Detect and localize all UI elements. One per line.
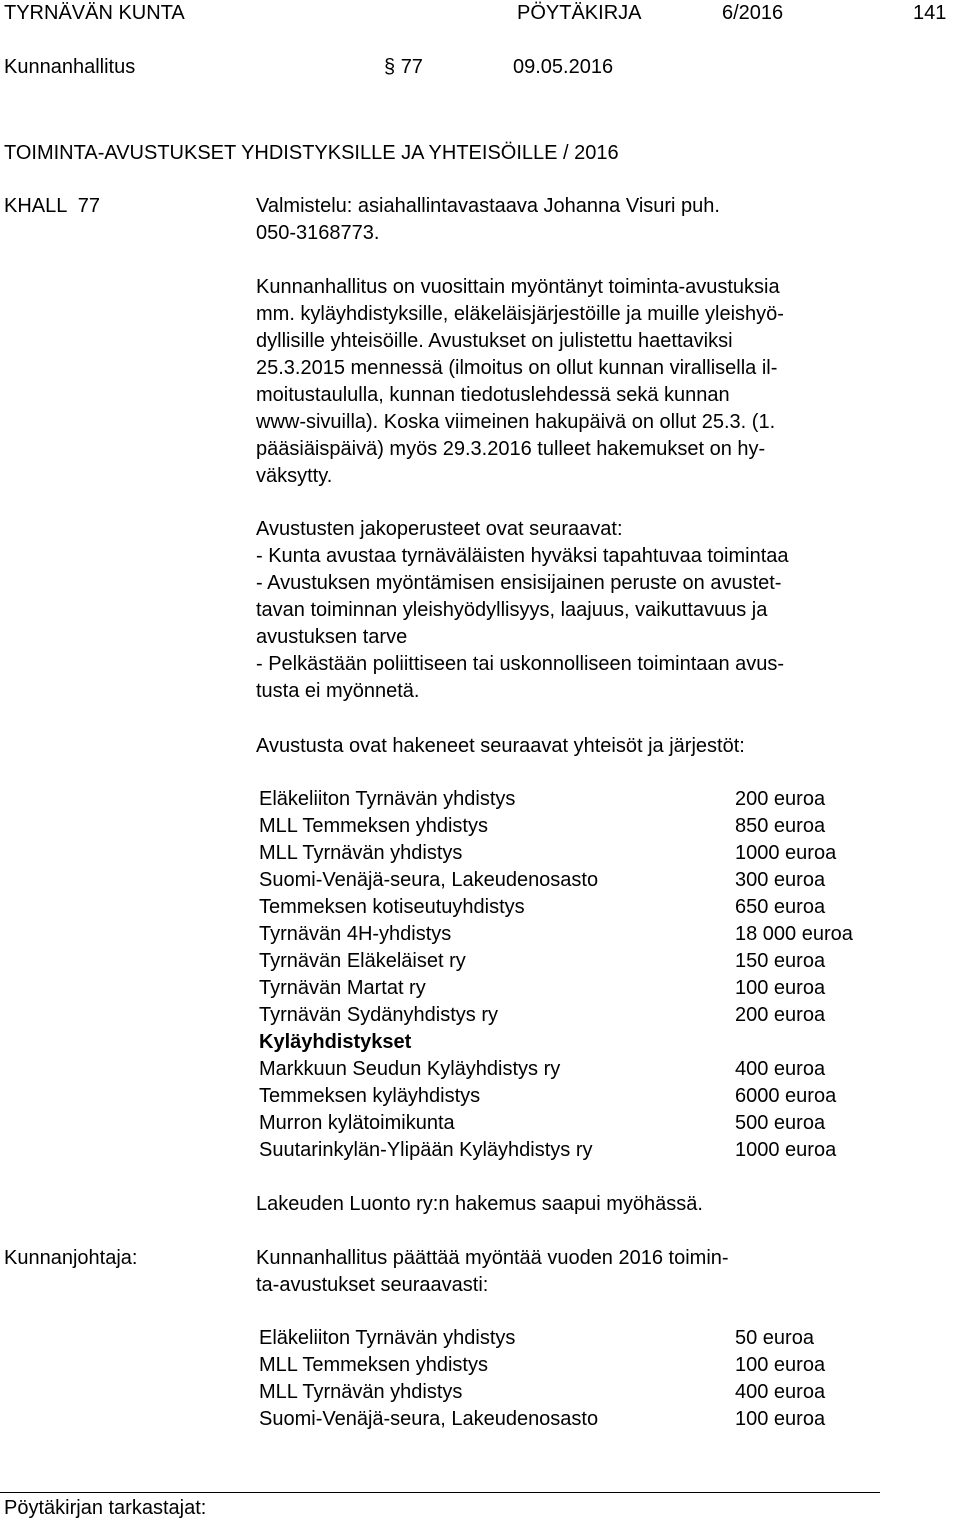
- applicant-name: MLL Temmeksen yhdistys: [259, 815, 488, 837]
- criteria-line: - Pelkästään poliittiseen tai uskonnolliseen toimintaan avus-: [256, 653, 785, 675]
- preparation-line: 050-3168773.: [256, 222, 380, 244]
- intro-line: mm. kyläyhdistyksille, eläkeläisjärjestöille ja muille yleishyö-: [256, 303, 784, 325]
- intro-line: moitustaululla, kunnan tiedotuslehdessä sekä kunnan: [256, 384, 730, 406]
- applicant-name: MLL Tyrnävän yhdistys: [259, 842, 463, 864]
- applicant-amount: 400 euroa: [735, 1058, 826, 1080]
- proposal-line: Kunnanhallitus päättää myöntää vuoden 2016 toimin-: [256, 1247, 729, 1269]
- intro-line: 25.3.2015 mennessä (ilmoitus on ollut kunnan virallisella il-: [256, 357, 778, 379]
- applicant-amount: 150 euroa: [735, 950, 826, 972]
- section-number: 77: [400, 56, 423, 78]
- section-heading: Kyläyhdistykset: [259, 1031, 412, 1053]
- applicant-name: Tyrnävän Martat ry: [259, 977, 426, 999]
- intro-line: www-sivuilla). Koska viimeinen hakupäivä on ollut 25.3. (1.: [256, 411, 776, 433]
- applicant-name: Tyrnävän Sydänyhdistys ry: [259, 1004, 498, 1026]
- proposal-line: ta-avustukset seuraavasti:: [256, 1274, 489, 1296]
- applicant-name: Eläkeliiton Tyrnävän yhdistys: [259, 788, 516, 810]
- applicant-amount: 1000 euroa: [735, 1139, 837, 1161]
- criteria-line: - Avustuksen myöntämisen ensisijainen peruste on avustet-: [256, 572, 782, 594]
- applicants-intro: Avustusta ovat hakeneet seuraavat yhteisöt ja järjestöt:: [256, 735, 745, 757]
- applicant-amount: 500 euroa: [735, 1112, 826, 1134]
- criteria-line: avustuksen tarve: [256, 626, 408, 648]
- applicant-amount: 6000 euroa: [735, 1085, 837, 1107]
- intro-paragraph: [256, 274, 896, 490]
- meeting-date: 09.05.2016: [513, 56, 614, 78]
- case-id: KHALL 77: [4, 195, 100, 217]
- grant-name: MLL Tyrnävän yhdistys: [259, 1381, 463, 1403]
- intro-line: pääsiäispäivä) myös 29.3.2016 tulleet hakemukset on hy-: [256, 438, 766, 460]
- applicant-name: Temmeksen kotiseutuyhdistys: [259, 896, 525, 918]
- intro-line: Kunnanhallitus on vuosittain myöntänyt toiminta-avustuksia: [256, 276, 780, 298]
- intro-line: dyllisille yhteisöille. Avustukset on julistettu haettaviksi: [256, 330, 733, 352]
- criteria-line: tavan toiminnan yleishyödyllisyys, laajuus, vaikuttavuus ja: [256, 599, 768, 621]
- applicant-amount: 1000 euroa: [735, 842, 837, 864]
- applicant-amount: 300 euroa: [735, 869, 826, 891]
- applicant-name: Markkuun Seudun Kyläyhdistys ry: [259, 1058, 561, 1080]
- applicant-amount: 100 euroa: [735, 977, 826, 999]
- criteria-line: - Kunta avustaa tyrnäväläisten hyväksi tapahtuvaa toimintaa: [256, 545, 789, 567]
- reviewers-label: Pöytäkirjan tarkastajat:: [4, 1497, 207, 1519]
- applicant-name: Suomi-Venäjä-seura, Lakeudenosasto: [259, 869, 599, 891]
- applicant-amount: 850 euroa: [735, 815, 826, 837]
- applicant-amount: 200 euroa: [735, 788, 826, 810]
- applicant-name: Tyrnävän 4H-yhdistys: [259, 923, 452, 945]
- applicant-name: Murron kylätoimikunta: [259, 1112, 455, 1134]
- section-marker: § 77: [384, 56, 423, 78]
- applicant-name: Tyrnävän Eläkeläiset ry: [259, 950, 466, 972]
- applicant-amount: 18 000 euroa: [735, 923, 853, 945]
- applicant-amount: 650 euroa: [735, 896, 826, 918]
- grant-amount: 400 euroa: [735, 1381, 826, 1403]
- document-number: 6/2016: [722, 2, 784, 24]
- criteria-line: Avustusten jakoperusteet ovat seuraavat:: [256, 518, 623, 540]
- page-title: TOIMINTA-AVUSTUKSET YHDISTYKSILLE JA YHTEISÖILLE / 2016: [4, 142, 619, 164]
- meeting-body: Kunnanhallitus: [4, 56, 136, 78]
- page-number: 141: [913, 2, 947, 24]
- grant-amount: 100 euroa: [735, 1354, 826, 1376]
- preparation-block: [256, 193, 896, 247]
- proposal-label: Kunnanjohtaja:: [4, 1247, 138, 1269]
- municipality-name: TYRNÄVÄN KUNTA: [4, 2, 185, 24]
- applicant-amount: 200 euroa: [735, 1004, 826, 1026]
- grant-name: Eläkeliiton Tyrnävän yhdistys: [259, 1327, 516, 1349]
- proposal-text: [256, 1245, 896, 1299]
- grant-name: MLL Temmeksen yhdistys: [259, 1354, 488, 1376]
- preparation-line: Valmistelu: asiahallintavastaava Johanna Visuri puh.: [256, 195, 720, 217]
- applicant-name: Suutarinkylän-Ylipään Kyläyhdistys ry: [259, 1139, 593, 1161]
- grant-name: Suomi-Venäjä-seura, Lakeudenosasto: [259, 1408, 599, 1430]
- grant-amount: 100 euroa: [735, 1408, 826, 1430]
- criteria-line: tusta ei myönnetä.: [256, 680, 420, 702]
- applicant-name: Temmeksen kyläyhdistys: [259, 1085, 481, 1107]
- late-application-note: Lakeuden Luonto ry:n hakemus saapui myöhässä.: [256, 1193, 703, 1215]
- footer-divider: [0, 1492, 880, 1493]
- intro-line: väksytty.: [256, 465, 333, 487]
- criteria-paragraph: [256, 516, 896, 705]
- grant-amount: 50 euroa: [735, 1327, 814, 1349]
- document-type: PÖYTÄKIRJA: [517, 2, 642, 24]
